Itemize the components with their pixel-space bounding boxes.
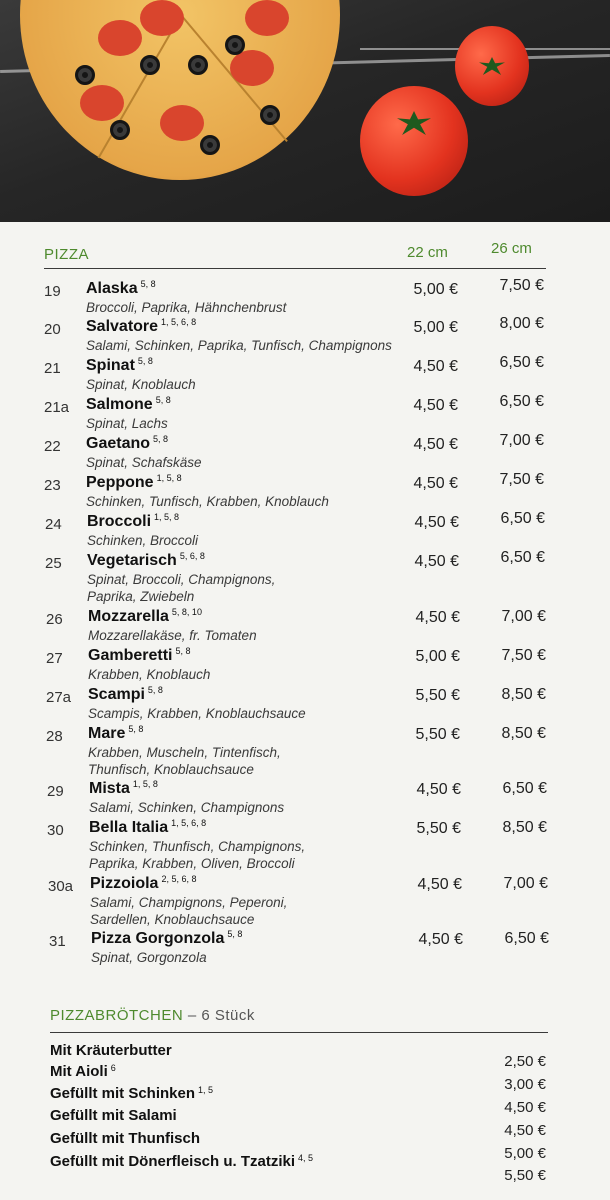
allergen-codes: 5, 8 xyxy=(227,929,243,939)
item-name-text: Spinat xyxy=(86,357,135,374)
price-22cm: 4,50 € xyxy=(418,931,463,948)
price-22cm: 4,50 € xyxy=(414,514,459,531)
price-26cm: 6,50 € xyxy=(500,549,545,566)
allergen-codes: 5, 6, 8 xyxy=(179,551,205,561)
item-name-text: Scampi xyxy=(88,686,145,703)
price-26cm: 7,00 € xyxy=(501,608,546,625)
allergen-codes: 1, 5, 8 xyxy=(132,779,158,789)
roll-item xyxy=(50,1107,177,1124)
ingredient-line: Broccoli, Paprika, Hähnchenbrust xyxy=(86,300,287,315)
ingredient-line: Scampis, Krabben, Knoblauchsauce xyxy=(88,706,306,721)
roll-price: 4,50 € xyxy=(504,1099,546,1116)
price-22cm: 4,50 € xyxy=(413,358,458,375)
roll-price: 5,50 € xyxy=(504,1167,546,1184)
column-header-26cm: 26 cm xyxy=(491,240,532,257)
roll-item xyxy=(50,1130,200,1147)
allergen-codes: 5, 8 xyxy=(140,279,156,289)
item-ingredients xyxy=(86,454,202,471)
allergen-codes: 5, 8 xyxy=(128,724,144,734)
item-ingredients xyxy=(87,532,198,549)
allergen-codes: 6 xyxy=(110,1063,116,1073)
price-26cm: 8,50 € xyxy=(501,725,546,742)
item-number: 21a xyxy=(44,399,70,416)
item-number: 21 xyxy=(44,360,61,377)
rolls-section-subtitle: – 6 Stück xyxy=(183,1007,255,1024)
price-26cm: 7,50 € xyxy=(499,471,544,488)
item-name xyxy=(86,474,182,492)
item-ingredients xyxy=(86,493,329,510)
item-name-text: Broccoli xyxy=(87,513,152,530)
ingredient-line: Salami, Schinken, Paprika, Tunfisch, Champignons xyxy=(86,338,392,353)
item-name xyxy=(89,780,158,798)
allergen-codes: 5, 8, 10 xyxy=(171,607,202,617)
roll-price: 5,00 € xyxy=(504,1145,546,1162)
price-22cm: 5,50 € xyxy=(415,687,460,704)
item-name-text: Salvatore xyxy=(86,318,159,335)
item-number: 29 xyxy=(47,783,64,800)
item-ingredients xyxy=(88,666,210,683)
item-name-text: Mozzarella xyxy=(88,608,169,625)
ingredient-line: Spinat, Gorgonzola xyxy=(91,950,207,965)
item-name xyxy=(88,608,202,626)
item-name xyxy=(88,647,190,665)
item-name xyxy=(87,513,179,531)
allergen-codes: 5, 8 xyxy=(155,395,171,405)
price-26cm: 7,50 € xyxy=(499,277,544,294)
ingredient-line: Mozzarellakäse, fr. Tomaten xyxy=(88,628,257,643)
ingredient-line: Spinat, Broccoli, Champignons, xyxy=(87,572,276,587)
item-number: 19 xyxy=(44,283,61,300)
item-number: 31 xyxy=(49,933,66,950)
roll-item xyxy=(50,1063,116,1080)
rolls-section-title-text: PIZZABRÖTCHEN xyxy=(50,1007,184,1024)
ingredient-line: Salami, Champignons, Peperoni, xyxy=(90,895,288,910)
price-26cm: 6,50 € xyxy=(500,510,545,527)
roll-price: 3,00 € xyxy=(504,1076,546,1093)
ingredient-line: Krabben, Muscheln, Tintenfisch, xyxy=(88,745,281,760)
tomato-image xyxy=(455,26,529,106)
item-name-text: Pizza Gorgonzola xyxy=(91,930,225,947)
price-26cm: 8,50 € xyxy=(501,686,546,703)
roll-item-name: Gefüllt mit Thunfisch xyxy=(50,1130,200,1147)
price-22cm: 5,00 € xyxy=(413,281,458,298)
item-number: 23 xyxy=(44,477,61,494)
item-name-text: Mista xyxy=(89,780,130,797)
roll-item-name: Gefüllt mit Dönerfleisch u. Tzatziki xyxy=(50,1153,296,1170)
item-ingredients xyxy=(89,838,305,872)
ingredient-line: Sardellen, Knoblauchsauce xyxy=(90,912,255,927)
price-22cm: 4,50 € xyxy=(414,553,459,570)
rolls-section-title xyxy=(50,1007,255,1024)
price-22cm: 4,50 € xyxy=(417,876,462,893)
price-26cm: 7,00 € xyxy=(503,875,548,892)
ingredient-line: Schinken, Broccoli xyxy=(87,533,199,548)
item-name-text: Mare xyxy=(88,725,126,742)
section-divider xyxy=(44,268,546,269)
ingredient-line: Salami, Schinken, Champignons xyxy=(89,800,285,815)
item-ingredients xyxy=(86,337,392,354)
item-number: 27a xyxy=(46,689,72,706)
item-name-text: Gaetano xyxy=(86,435,151,452)
ingredient-line: Spinat, Schafskäse xyxy=(86,455,202,470)
price-26cm: 6,50 € xyxy=(502,780,547,797)
price-22cm: 5,50 € xyxy=(416,820,461,837)
item-ingredients xyxy=(90,894,287,928)
item-name-text: Peppone xyxy=(86,474,154,491)
item-name xyxy=(86,396,171,414)
item-ingredients xyxy=(89,799,284,816)
allergen-codes: 5, 8 xyxy=(137,356,153,366)
ingredient-line: Thunfisch, Knoblauchsauce xyxy=(88,762,254,777)
item-number: 24 xyxy=(45,516,62,533)
price-22cm: 5,50 € xyxy=(415,726,460,743)
item-name xyxy=(88,686,163,704)
item-name-text: Pizzoiola xyxy=(90,875,159,892)
allergen-codes: 5, 8 xyxy=(147,685,163,695)
price-22cm: 4,50 € xyxy=(416,781,461,798)
item-ingredients xyxy=(91,949,207,966)
item-ingredients xyxy=(86,415,168,432)
item-name xyxy=(86,280,156,298)
item-name-text: Gamberetti xyxy=(88,647,173,664)
allergen-codes: 5, 8 xyxy=(153,434,169,444)
item-name-text: Vegetarisch xyxy=(87,552,177,569)
item-name xyxy=(86,435,168,453)
column-header-22cm: 22 cm xyxy=(407,244,448,261)
item-name-text: Bella Italia xyxy=(89,819,169,836)
roll-item-name: Gefüllt mit Schinken xyxy=(50,1085,196,1102)
item-number: 30 xyxy=(47,822,64,839)
item-number: 20 xyxy=(44,321,61,338)
roll-item-name: Mit Aioli xyxy=(50,1063,108,1080)
price-22cm: 5,00 € xyxy=(413,319,458,336)
item-number: 27 xyxy=(46,650,63,667)
ingredient-line: Paprika, Krabben, Oliven, Broccoli xyxy=(89,856,295,871)
price-26cm: 6,50 € xyxy=(499,393,544,410)
price-22cm: 4,50 € xyxy=(413,397,458,414)
allergen-codes: 2, 5, 6, 8 xyxy=(161,874,197,884)
price-22cm: 4,50 € xyxy=(413,436,458,453)
roll-price: 4,50 € xyxy=(504,1122,546,1139)
item-number: 22 xyxy=(44,438,61,455)
pizza-section-title: PIZZA xyxy=(44,246,90,263)
price-22cm: 5,00 € xyxy=(415,648,460,665)
price-26cm: 6,50 € xyxy=(504,930,549,947)
item-name xyxy=(86,318,196,336)
roll-price: 2,50 € xyxy=(504,1053,546,1070)
price-26cm: 6,50 € xyxy=(499,354,544,371)
ingredient-line: Paprika, Zwiebeln xyxy=(87,589,195,604)
ingredient-line: Schinken, Tunfisch, Krabben, Knoblauch xyxy=(86,494,329,509)
item-ingredients xyxy=(88,744,281,778)
price-26cm: 7,00 € xyxy=(499,432,544,449)
item-name-text: Alaska xyxy=(86,280,138,297)
price-22cm: 4,50 € xyxy=(413,475,458,492)
pizza-image xyxy=(20,0,340,180)
item-ingredients xyxy=(87,571,275,605)
price-26cm: 8,50 € xyxy=(502,819,547,836)
item-name xyxy=(86,357,153,375)
roll-item xyxy=(50,1042,172,1059)
item-ingredients xyxy=(88,627,257,644)
price-26cm: 7,50 € xyxy=(501,647,546,664)
item-number: 25 xyxy=(45,555,62,572)
item-ingredients xyxy=(88,705,306,722)
allergen-codes: 5, 8 xyxy=(175,646,191,656)
item-name-text: Salmone xyxy=(86,396,153,413)
item-ingredients xyxy=(86,376,196,393)
ingredient-line: Krabben, Knoblauch xyxy=(88,667,211,682)
section-divider xyxy=(50,1032,548,1033)
item-number: 28 xyxy=(46,728,63,745)
price-26cm: 8,00 € xyxy=(499,315,544,332)
price-22cm: 4,50 € xyxy=(415,609,460,626)
header-photo xyxy=(0,0,610,222)
item-ingredients xyxy=(86,299,286,316)
item-name xyxy=(90,875,196,893)
allergen-codes: 1, 5 xyxy=(198,1085,214,1095)
item-number: 30a xyxy=(48,878,74,895)
roll-item-name: Gefüllt mit Salami xyxy=(50,1107,177,1124)
roll-item-name: Mit Kräuterbutter xyxy=(50,1042,172,1059)
tomato-image xyxy=(360,86,468,196)
item-name xyxy=(88,725,143,743)
ingredient-line: Spinat, Knoblauch xyxy=(86,377,196,392)
item-name xyxy=(89,819,206,837)
allergen-codes: 1, 5, 8 xyxy=(154,512,180,522)
ingredient-line: Spinat, Lachs xyxy=(86,416,168,431)
roll-item xyxy=(50,1153,313,1170)
ingredient-line: Schinken, Thunfisch, Champignons, xyxy=(89,839,306,854)
item-number: 26 xyxy=(46,611,63,628)
item-name xyxy=(91,930,242,948)
roll-item xyxy=(50,1085,213,1102)
allergen-codes: 1, 5, 6, 8 xyxy=(161,317,197,327)
allergen-codes: 1, 5, 8 xyxy=(156,473,182,483)
item-name xyxy=(87,552,205,570)
allergen-codes: 4, 5 xyxy=(298,1153,314,1163)
allergen-codes: 1, 5, 6, 8 xyxy=(171,818,207,828)
